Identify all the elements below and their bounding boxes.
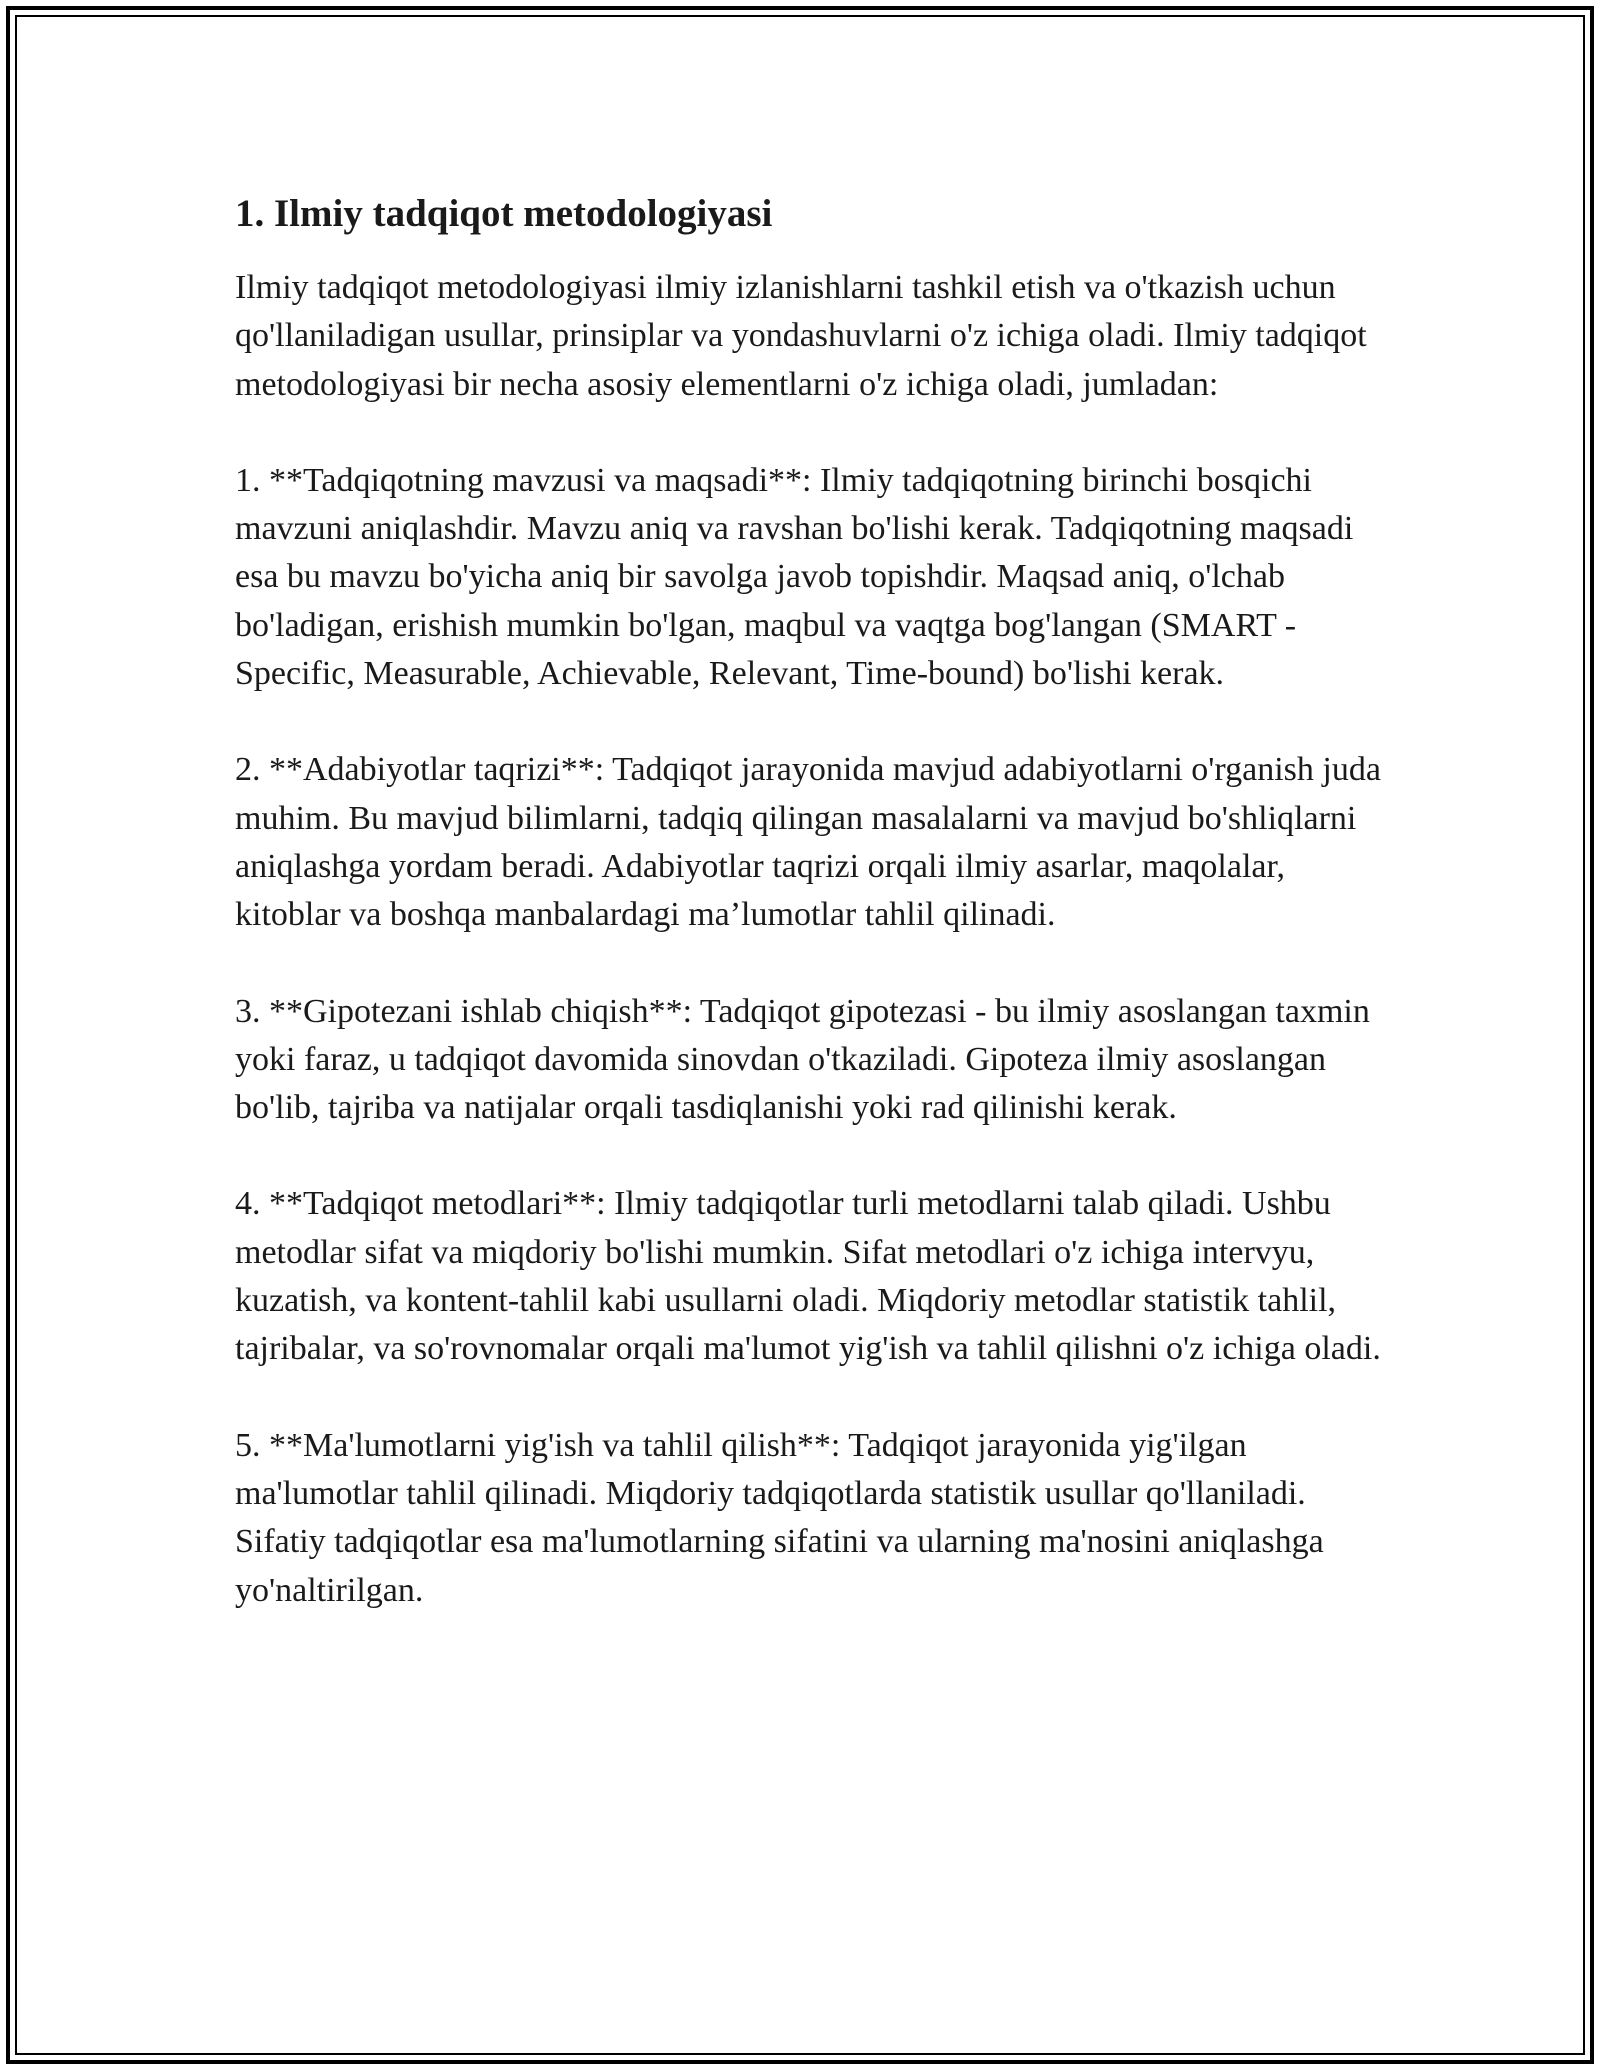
document-title: 1. Ilmiy tadqiqot metodologiyasi bbox=[235, 192, 773, 235]
list-item-research-methods: 4. **Tadqiqot metodlari**: Ilmiy tadqiqotlar turli metodlarni talab qiladi. Ushbu metodlar sifat va miqdoriy bo'lishi mumkin. Sifat metodlari o'z ichiga intervyu, kuzatish, va kontent-tahlil kabi usullarni oladi. Miqdoriy metodlar statistik tahlil, tajribalar, va so'rovnomalar orqali ma'lumot yig'ish va tahlil qilishni o'z ichiga oladi. bbox=[235, 1185, 1381, 1368]
document-body bbox=[235, 186, 1385, 1663]
list-item-hypothesis: 3. **Gipotezani ishlab chiqish**: Tadqiqot gipotezasi - bu ilmiy asoslangan taxmin yoki faraz, u tadqiqot davomida sinovdan o'tkaziladi. Gipoteza ilmiy asoslangan bo'lib, tajriba va natijalar orqali tasdiqlanishi yoki rad qilinishi kerak. bbox=[235, 992, 1370, 1127]
list-item-data-collection: 5. **Ma'lumotlarni yig'ish va tahlil qilish**: Tadqiqot jarayonida yig'ilgan ma'lumotlar tahlil qilinadi. Miqdoriy tadqiqotlarda statistik usullar qo'llaniladi. Sifatiy tadqiqotlar esa ma'lumotlarning sifatini va ularning ma'nosini aniqlashga yo'naltirilgan. bbox=[235, 1426, 1324, 1609]
list-item-literature-review: 2. **Adabiyotlar taqrizi**: Tadqiqot jarayonida mavjud adabiyotlarni o'rganish juda muhim. Bu mavjud bilimlarni, tadqiq qilingan masalalarni va mavjud bo'shliqlarni aniqlashga yordam beradi. Adabiyotlar taqrizi orqali ilmiy asarlar, maqolalar, kitoblar va boshqa manbalardagi ma’lumotlar tahlil qilinadi. bbox=[235, 751, 1381, 934]
intro-paragraph: Ilmiy tadqiqot metodologiyasi ilmiy izlanishlarni tashkil etish va o'tkazish uchun qo'llaniladigan usullar, prinsiplar va yondashuvlarni o'z ichiga oladi. Ilmiy tadqiqot metodologiyasi bir necha asosiy elementlarni o'z ichiga oladi, jumladan: bbox=[235, 269, 1367, 403]
list-item-topic-and-goal: 1. **Tadqiqotning mavzusi va maqsadi**: Ilmiy tadqiqotning birinchi bosqichi mavzuni aniqlashdir. Mavzu aniq va ravshan bo'lishi kerak. Tadqiqotning maqsadi esa bu mavzu bo'yicha aniq bir savolga javob topishdir. Maqsad aniq, o'lchab bo'ladigan, erishish mumkin bo'lgan, maqbul va vaqtga bog'langan (SMART - Specific, Measurable, Achievable, Relevant, Time-bound) bo'lishi kerak. bbox=[235, 461, 1354, 693]
